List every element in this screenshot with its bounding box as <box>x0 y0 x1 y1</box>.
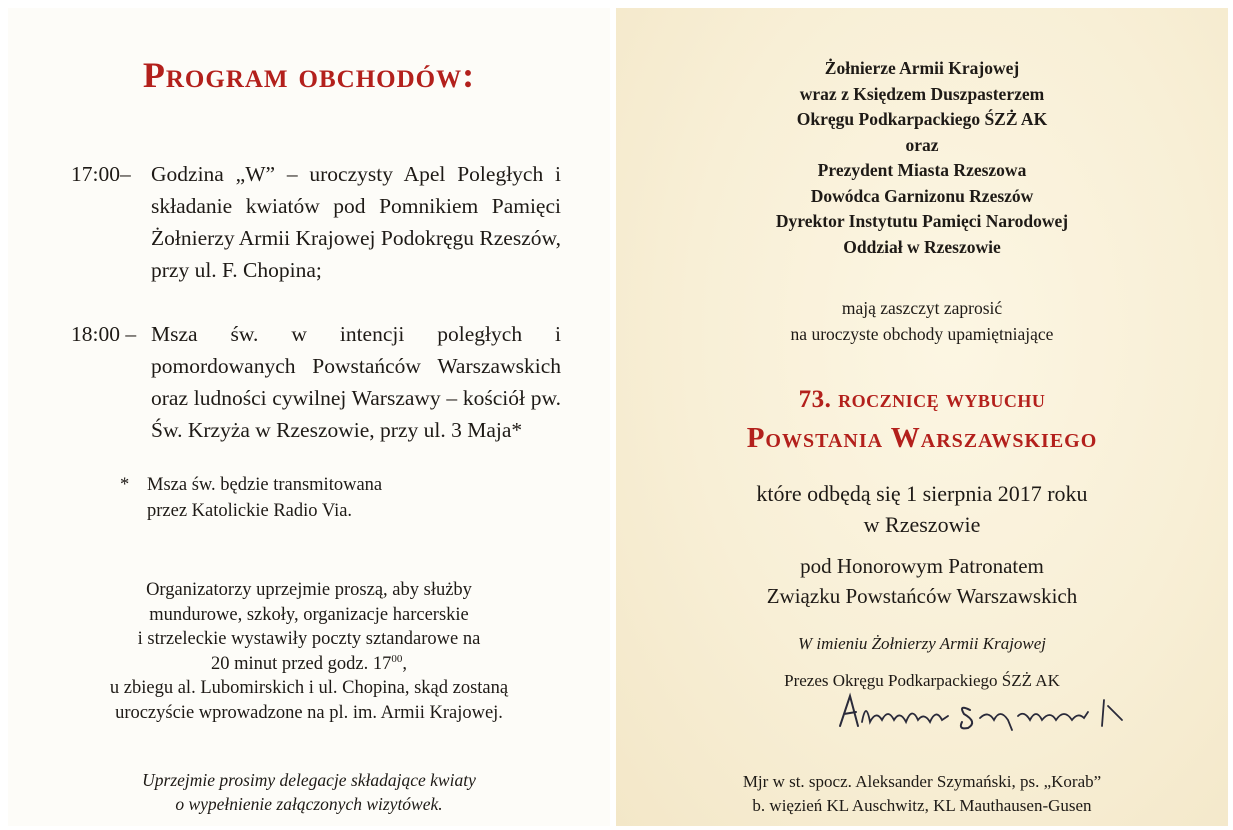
program-item-1800 <box>71 318 561 446</box>
request-line: o wypełnienie załączonych wizytówek. <box>175 794 443 814</box>
program-text: Msza św. w intencji poległych i pomordowanych Powstańców Warszawskich oraz ludności cywilnej Warszawy – kościół pw. Św. Krzyża w Rzeszowie, przy ul. 3 Maja* <box>151 322 561 442</box>
on-behalf-line: W imieniu Żołnierzy Armii Krajowej <box>797 634 1047 653</box>
delegation-request <box>8 768 610 816</box>
patron-line: pod Honorowym Patronatem <box>800 554 1044 578</box>
broadcast-note <box>120 472 560 524</box>
signer-credentials <box>616 770 1228 818</box>
inviter-line: Żołnierze Armii Krajowej <box>824 58 1020 78</box>
organizers-line: 20 minut przed godz. $17^{00}$, <box>211 652 407 674</box>
inviter-line: Dowódca Garnizonu Rzeszów <box>810 185 1034 206</box>
footnote-star: * <box>120 475 130 495</box>
program-time: 17:00– <box>71 162 131 186</box>
president-title: Prezes Okręgu Podkarpackiego ŚZŻ AK <box>784 671 1060 690</box>
handwritten-signature <box>822 686 1182 736</box>
organizers-line: uroczyście wprowadzone na pl. im. Armii Krajowej. <box>115 702 503 723</box>
inviter-line: Okręgu Podkarpackiego ŚZŻ AK <box>796 109 1048 129</box>
invite-phrase <box>616 295 1228 347</box>
invite-line: na uroczyste obchody upamiętniające <box>790 324 1054 344</box>
inviter-line: Prezydent Miasta Rzeszowa <box>817 160 1027 180</box>
invite-line: mają zaszczyt zaprosić <box>841 298 1003 318</box>
organizers-line: Organizatorzy uprzejmie proszą, aby służby <box>146 580 472 600</box>
note-line: Msza św. będzie transmitowana <box>147 475 383 495</box>
time-superscript: 00 <box>391 652 403 665</box>
program-time: 18:00 – <box>71 322 137 346</box>
patron-line: Związku Powstańców Warszawskich <box>766 584 1078 608</box>
organizers-line: i strzeleckie wystawiły poczty sztandarowe na <box>137 629 481 649</box>
event-date <box>616 478 1228 540</box>
note-line: przez Katolickie Radio Via. <box>147 501 353 521</box>
anniversary-heading-line2: Powstania Warszawskiego <box>746 422 1098 454</box>
event-line: które odbędą się 1 sierpnia 2017 roku <box>756 481 1088 506</box>
signer-line: b. więzień KL Auschwitz, KL Mauthausen-Gusen <box>752 796 1092 815</box>
organizers-line: mundurowe, szkoły, organizacje harcerskie <box>149 604 469 625</box>
inviter-line: Dyrektor Instytutu Pamięci Narodowej <box>775 211 1069 231</box>
program-item-1700 <box>71 158 561 286</box>
request-line: Uprzejmie prosimy delegacje składające kwiaty <box>142 770 476 790</box>
inviter-line: oraz <box>905 134 939 155</box>
program-text: Godzina „W” – uroczysty Apel Poległych i składanie kwiatów pod Pomnikiem Pamięci Żołnierzy Armii Krajowej Podokręgu Rzeszów, przy ul. F. Chopina; <box>151 162 561 282</box>
anniversary-heading-line1: 73. rocznicę wybuchu <box>798 386 1046 413</box>
inviter-line: Oddział w Rzeszowie <box>843 236 1001 257</box>
organizers-paragraph <box>8 578 610 725</box>
inviter-line: wraz z Księdzem Duszpasterzem <box>799 83 1045 104</box>
organizers-line: u zbiegu al. Lubomirskich i ul. Chopina, skąd zostaną <box>109 678 509 698</box>
invitation-panel <box>616 8 1228 826</box>
program-panel <box>8 8 610 826</box>
inviters-list <box>616 56 1228 260</box>
program-title: Program obchodów: <box>142 55 476 95</box>
event-line: w Rzeszowie <box>863 512 981 537</box>
signer-line: Mjr w st. spocz. Aleksander Szymański, ps. „Korab” <box>742 772 1102 791</box>
honorary-patronage <box>616 551 1228 611</box>
